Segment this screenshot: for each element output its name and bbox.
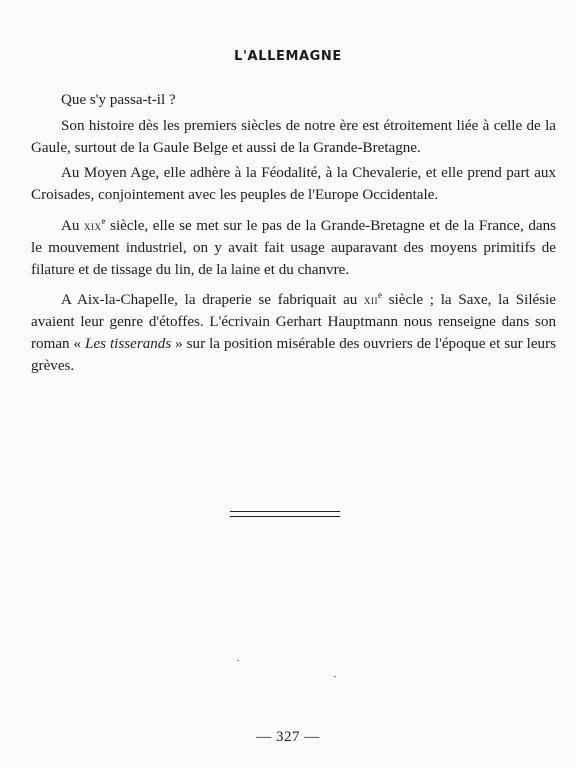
paper-speck <box>334 676 336 677</box>
page-number: — 327 — <box>256 729 320 745</box>
question-paragraph: Que s'y passa-t-il ? <box>61 92 176 108</box>
paragraph-3-text: siècle, elle se met sur le pas de la Grande-Bretagne et de la France, dans le mouvement industriel, on y avait fait usage auparavant des moyens primitifs de filature et de tissage du lin, de la laine et du chanvre. <box>31 218 556 278</box>
section-divider <box>230 511 340 517</box>
body-text <box>31 90 556 382</box>
century-superscript: e <box>378 290 383 301</box>
century-numeral-12: xii <box>364 292 379 308</box>
page-title: L'ALLEMAGNE <box>234 49 342 64</box>
paragraph-4-lead: A Aix-la-Chapelle, la draperie se fabriquait au <box>61 292 365 309</box>
paragraph-3 <box>31 211 556 281</box>
paper-speck <box>237 660 239 661</box>
century-superscript: e <box>101 215 106 226</box>
paragraph-4 <box>31 285 556 377</box>
paragraph-3-lead: Au <box>61 218 80 235</box>
novel-title: Les tisserands <box>85 336 172 353</box>
paragraph-1: Son histoire dès les premiers siècles de notre ère est étroitement liée à celle de la Gaule, surtout de la Gaule Belge et aussi de la Grande-Bretagne. <box>31 117 556 156</box>
century-numeral-19: xix <box>84 218 102 234</box>
paragraph-4-text: siècle ; la Saxe, la Silésie avaient leur genre d'étoffes. L'écrivain Gerhart Hauptmann nous renseigne dans son roman « <box>31 292 556 353</box>
paragraph-4-end: » sur la position misérable des ouvriers de l'époque et sur leurs grèves. <box>31 336 556 374</box>
paragraph-2: Au Moyen Age, elle adhère à la Féodalité, à la Chevalerie, et elle prend part aux Croisades, conjointement avec les peuples de l'Europe Occidentale. <box>31 165 556 204</box>
